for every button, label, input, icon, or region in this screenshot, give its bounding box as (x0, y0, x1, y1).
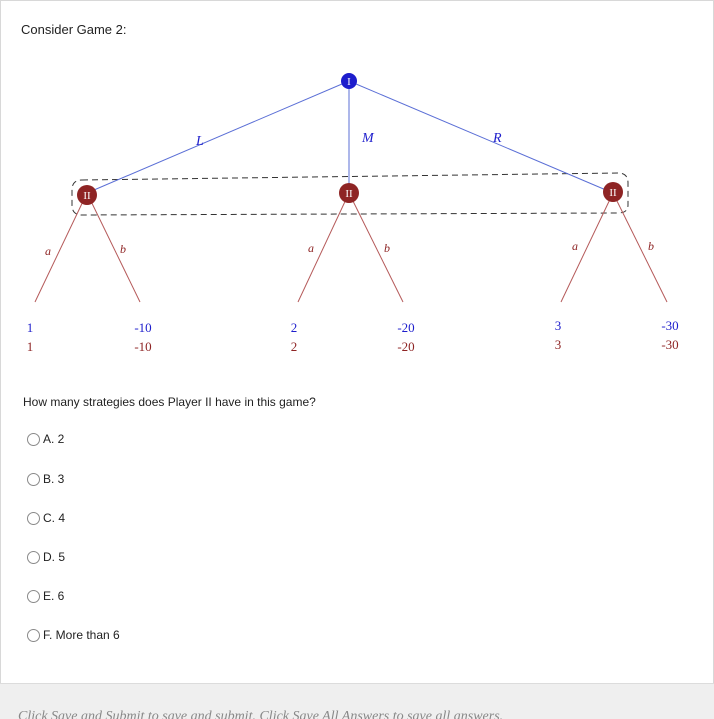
svg-text:I: I (347, 76, 351, 88)
choice-d-label: D. 5 (43, 550, 66, 564)
label-b-left: b (120, 242, 126, 256)
footer-bar (0, 683, 714, 719)
payoff-4-player-1: -20 (397, 320, 415, 335)
choice-e-label: E. 6 (43, 589, 65, 603)
label-a-middle: a (308, 241, 314, 255)
branch-b-right (613, 193, 667, 302)
branch-a-middle (298, 193, 349, 302)
radio-button-e[interactable] (27, 590, 40, 603)
payoff-2-player-1: -10 (134, 320, 152, 335)
branch-R (349, 81, 613, 193)
payoff-6-player-2: -30 (661, 337, 679, 352)
node-player-2-middle (339, 183, 359, 203)
node-player-1 (341, 73, 357, 89)
choice-a-label: A. 2 (43, 432, 65, 446)
branch-a-right (561, 193, 613, 302)
choice-b-label: B. 3 (43, 472, 65, 486)
payoff-3-player-2: 2 (290, 339, 298, 354)
payoff-3-player-1: 2 (290, 320, 298, 335)
branch-a-left (35, 193, 87, 302)
payoff-1-player-2: 1 (26, 339, 34, 354)
svg-text:II: II (345, 188, 353, 200)
branch-L (87, 81, 349, 193)
choice-c[interactable] (27, 511, 65, 525)
label-M: M (362, 131, 374, 146)
radio-button-d[interactable] (27, 551, 40, 564)
choice-c-label: C. 4 (43, 511, 66, 525)
question-text: How many strategies does Player II have in this game? (23, 395, 316, 409)
branch-b-middle (349, 193, 403, 302)
label-a-right: a (572, 239, 578, 253)
radio-button-f[interactable] (27, 629, 40, 642)
choice-f[interactable] (27, 628, 120, 642)
label-b-middle: b (384, 241, 390, 255)
payoff-5-player-1: 3 (554, 318, 562, 333)
label-L: L (196, 134, 204, 149)
node-player-2-right (603, 182, 623, 202)
label-b-right: b (648, 239, 654, 253)
radio-button-c[interactable] (27, 512, 40, 525)
label-R: R (493, 131, 502, 146)
page-title: Consider Game 2: (21, 22, 127, 37)
choice-f-label: F. More than 6 (43, 628, 120, 642)
node-player-2-left (77, 185, 97, 205)
choice-d[interactable] (27, 550, 65, 564)
payoff-5-player-2: 3 (554, 337, 562, 352)
payoff-1-player-1: 1 (26, 320, 34, 335)
choice-a[interactable] (27, 432, 64, 446)
choice-e[interactable] (27, 589, 64, 603)
payoff-2-player-2: -10 (134, 339, 152, 354)
label-a-left: a (45, 244, 51, 258)
radio-button-a[interactable] (27, 433, 40, 446)
choice-b[interactable] (27, 472, 64, 486)
radio-button-b[interactable] (27, 473, 40, 486)
payoff-6-player-1: -30 (661, 318, 679, 333)
game-tree (0, 60, 714, 360)
branch-b-left (87, 193, 140, 302)
payoff-4-player-2: -20 (397, 339, 415, 354)
svg-text:II: II (83, 190, 91, 202)
svg-text:II: II (609, 187, 617, 199)
footer-instructions: Click Save and Submit to save and submit. Click Save All Answers to save all answers. (18, 709, 504, 719)
